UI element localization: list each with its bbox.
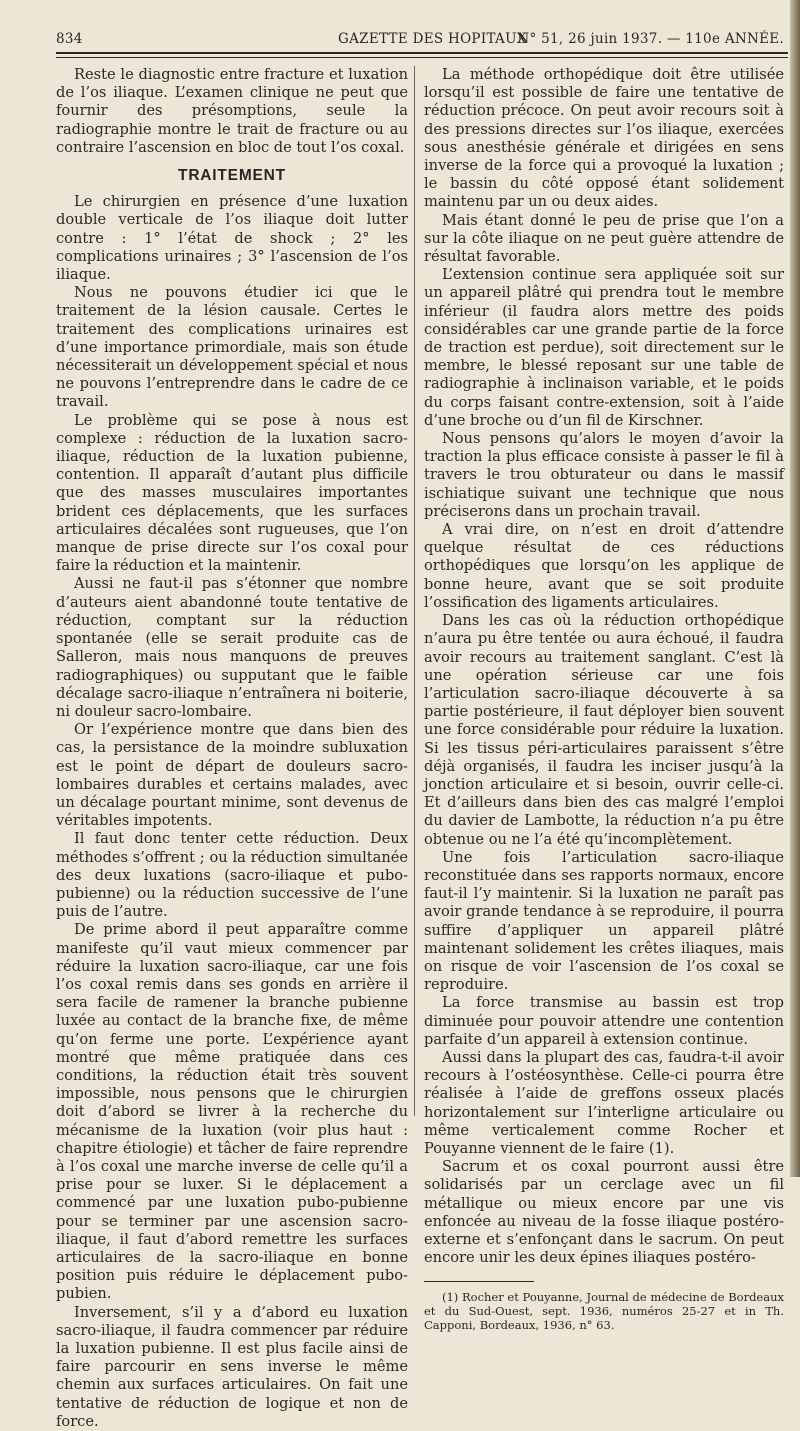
footnote-rule [424, 1281, 534, 1282]
page-number: 834 [56, 31, 83, 47]
issue-info: N° 51, 26 juin 1937. — 110e ANNÉE. [517, 31, 784, 47]
paragraph: La méthode orthopédique doit être utilisée lorsqu’il est possible de faire une tentative de réduction précoce. On peut avoir recours soit à des pressions directes sur l’os iliaque, exercées sous anesthésie générale et dirigées en sens inverse de la force qui a provoqué la luxation ; le bassin du côté opposé étant solidement maintenu par un ou deux aides. [424, 66, 784, 211]
page-header [56, 28, 788, 50]
paragraph: A vrai dire, on n’est en droit d’attendre quelque résultat de ces réductions orthopédiques que lorsqu’on les applique de bonne heure, avant que se soit produite l’ossification des ligaments articulaires. [424, 521, 784, 611]
paragraph: Nous ne pouvons étudier ici que le traitement de la lésion causale. Certes le traitement des complications urinaires est d’une importance primordiale, mais son étude nécessiterait un développement spécial et nous ne pouvons l’entreprendre dans le cadre de ce travail. [56, 284, 408, 411]
paragraph: Sacrum et os coxal pourront aussi être solidarisés par un cerclage avec un fil métallique ou mieux encore par une vis enfoncée au niveau de la fosse iliaque postéro-externe et s’enfonçant dans le sacrum. On peut encore unir les deux épines iliaques postéro- [424, 1158, 784, 1267]
paragraph: Dans les cas où la réduction orthopédique n’aura pu être tentée ou aura échoué, il faudra avoir recours au traitement sanglant. C’est là une opération sérieuse car une fois l’articulation sacro-iliaque découverte à sa partie postérieure, il faut déployer bien souvent une force considérable pour réduire la luxation. Si les tissus péri-articulaires paraissent s’être déjà organisés, il faudra les inciser jusqu’à la jonction articulaire et si besoin, ouvrir celle-ci. Et d’ailleurs dans bien des cas malgré l’emploi du davier de Lambotte, la réduction n’a pu être obtenue ou ne l’a été qu’incomplètement. [424, 612, 784, 848]
paragraph: L’extension continue sera appliquée soit sur un appareil plâtré qui prendra tout le membre inférieur (il faudra alors mettre des poids considérables car une grande partie de la force de traction est perdue), soit directement sur le membre, le blessé reposant sur une table de radiographie à inclinaison variable, et le poids du corps faisant contre-extension, soit à l’aide d’une broche ou d’un fil de Kirschner. [424, 266, 784, 429]
paragraph: La force transmise au bassin est trop diminuée pour pouvoir attendre une contention parfaite d’un appareil à extension continue. [424, 994, 784, 1048]
paragraph: Nous pensons qu’alors le moyen d’avoir la traction la plus efficace consiste à passer le fil à travers le trou obturateur ou dans le massif ischiatique suivant une technique que nous préciserons dans un prochain travail. [424, 430, 784, 520]
paragraph: Mais étant donné le peu de prise que l’on a sur la côte iliaque on ne peut guère attendre de résultat favorable. [424, 211, 784, 266]
paragraph: Reste le diagnostic entre fracture et luxation de l’os iliaque. L’examen clinique ne peut que fournir des présomptions, seule la radiographie montre le trait de fracture ou au contraire l’ascension en bloc de tout l’os coxal. [56, 66, 408, 156]
right-column [424, 66, 784, 1332]
paragraph: De prime abord il peut apparaître comme manifeste qu’il vaut mieux commencer par réduire la luxation sacro-iliaque, car une fois l’os coxal remis dans ses gonds en arrière il sera facile de ramener la branche pubienne luxée au contact de la branche fixe, de même qu’on ferme une porte. L’expérience ayant montré que même pratiquée dans ces conditions, la réduction était très souvent impossible, nous pensons que le chirurgien doit d’abord se livrer à la recherche du mécanisme de la luxation (voir plus haut : chapitre étiologie) et tâcher de faire reprendre à l’os coxal une marche inverse de celle qu’il a prise pour se luxer. Si le déplacement a commencé par une luxation pubo-pubienne pour se terminer par une ascension sacro-iliaque, il faut d’abord remettre les surfaces articulaires de la sacro-iliaque en bonne position puis réduire le déplacement pubo-pubien. [56, 921, 408, 1303]
paragraph: Le chirurgien en présence d’une luxation double verticale de l’os iliaque doit lutter contre : 1° l’état de shock ; 2° les complications urinaires ; 3° l’ascension de l’os iliaque. [56, 193, 408, 284]
paragraph: Il faut donc tenter cette réduction. Deux méthodes s’offrent ; ou la réduction simultanée des deux luxations (sacro-iliaque et pubo-pubienne) ou la réduction successive de l’une puis de l’autre. [56, 830, 408, 921]
paragraph: Inversement, s’il y a d’abord eu luxation sacro-iliaque, il faudra commencer par réduire la luxation pubienne. Il est plus facile ainsi de faire parcourir en sens inverse le même chemin aux surfaces articulaires. On fait une tentative de réduction de logique et non de force. [56, 1303, 408, 1430]
paragraph: Une fois l’articulation sacro-iliaque reconstituée dans ses rapports normaux, encore faut-il l’y maintenir. Si la luxation ne paraît pas avoir grande tendance à se reproduire, il pourra suffire d’appliquer un appareil plâtré maintenant solidement les crêtes iliaques, mais on risque de voir l’ascension de l’os coxal se reproduire. [424, 848, 784, 994]
section-heading: TRAITEMENT [178, 167, 286, 185]
paragraph: Aussi ne faut-il pas s’étonner que nombre d’auteurs aient abandonné toute tentative de réduction, comptant sur la réduction spontanée (elle se serait produite cas de Salleron, mais nous manquons de preuves radiographiques) ou supputant que le faible décalage sacro-iliaque n’entraînera ni boiterie, ni douleur sacro-lombaire. [56, 575, 408, 720]
paragraph: Or l’expérience montre que dans bien des cas, la persistance de la moindre subluxation est le point de départ de douleurs sacro-lombaires durables et certains malades, avec un décalage pourtant minime, sont devenus de véritables impotents. [56, 721, 408, 830]
header-rule-thin [56, 57, 788, 58]
journal-title: GAZETTE DES HOPITAUX [338, 31, 527, 47]
page-edge-shadow [790, 0, 800, 1177]
paragraph: Le problème qui se pose à nous est complexe : réduction de la luxation sacro-iliaque, réduction de la luxation pubienne, contention. Il apparaît d’autant plus difficile que des masses musculaires importantes brident ces déplacements, que les surfaces articulaires décalées sont rugueuses, que l’on manque de prise directe sur l’os coxal pour faire la réduction et la maintenir. [56, 411, 408, 575]
column-divider [414, 66, 415, 1116]
header-rule-thick [56, 52, 788, 54]
left-column [56, 66, 408, 1431]
paragraph: Aussi dans la plupart des cas, faudra-t-il avoir recours à l’ostéosynthèse. Celle-ci pourra être réalisée à l’aide de greffons osseux placés horizontalement sur l’interligne articulaire ou même verticalement comme Rocher et Pouyanne viennent de le faire (1). [424, 1048, 784, 1157]
footnote: (1) Rocher et Pouyanne, Journal de médecine de Bordeaux et du Sud-Ouest, sept. 1936, numéros 25-27 et in Th. Capponi, Bordeaux, 1936, n° 63. [424, 1290, 784, 1333]
